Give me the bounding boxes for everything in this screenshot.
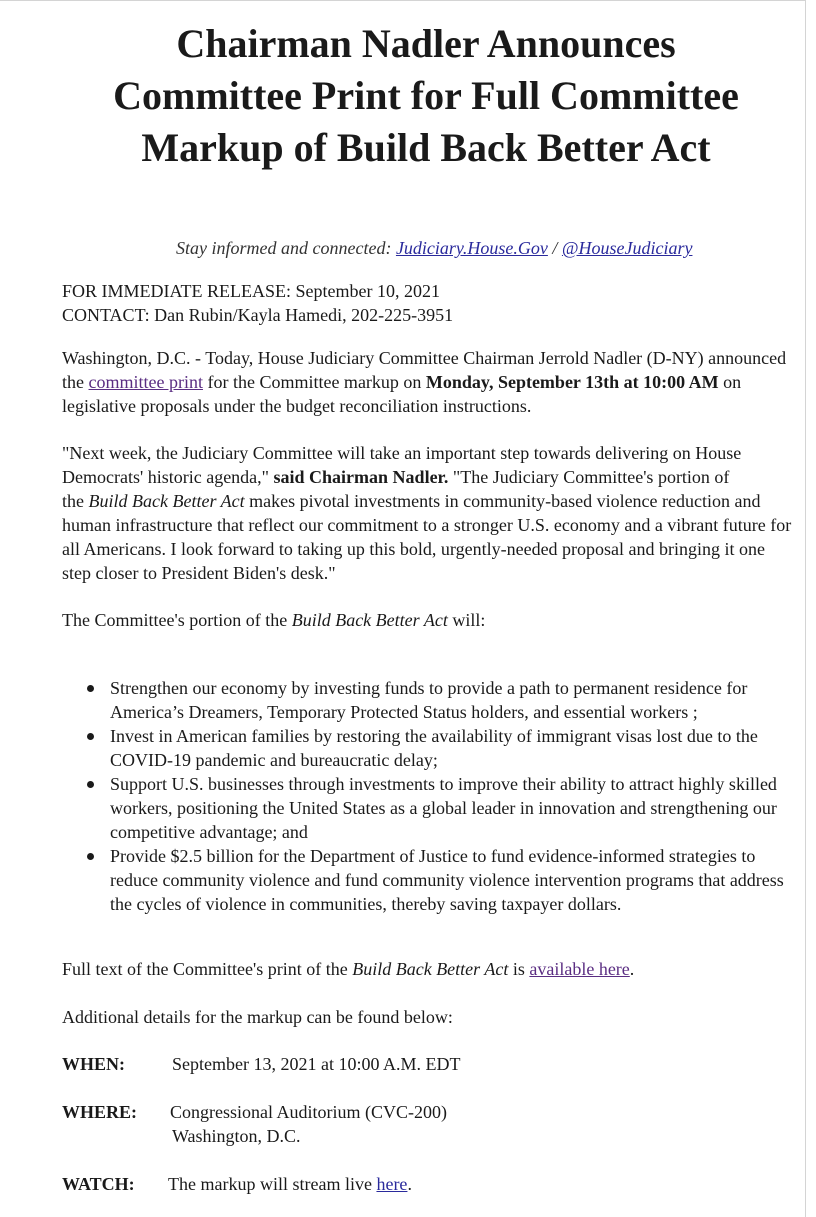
intro-line-3: legislative proposals under the budget reconciliation instructions. [62,396,532,416]
quote-line-3 [62,489,816,513]
release-info [62,279,816,327]
quote-line-4: human infrastructure that reflect our commitment to a stronger U.S. economy and a vibrant future for [62,515,792,535]
when-label: WHEN: [62,1054,125,1074]
portion-intro [62,608,816,632]
list-item-line: competitive advantage; and [110,822,308,842]
quote-text: "The Judiciary Committee's portion of [448,467,730,487]
title-line-2: Committee Print for Full Committee [113,73,739,118]
bullet-dot [87,733,94,740]
watch-label: WATCH: [62,1174,135,1194]
tagline-separator: / [547,238,562,258]
house-judiciary-twitter-link[interactable]: @HouseJudiciary [561,238,693,258]
fulltext-text: is [508,959,530,979]
list-item [62,772,816,844]
list-item-line: Strengthen our economy by investing funds to provide a path to permanent residence for [110,678,748,698]
intro-text: on [718,372,742,392]
title-line-3: Markup of Build Back Better Act [141,125,711,170]
quote-paragraph [62,441,816,585]
list-item-line: Invest in American families by restoring the availability of immigrant visas lost due to the [110,726,758,746]
portion-text: will: [447,610,486,630]
where-line-2: Washington, D.C. [172,1126,301,1146]
intro-paragraph [62,346,816,418]
judiciary-site-link[interactable]: Judiciary.House.Gov [395,238,548,258]
quote-line-2 [62,465,816,489]
quote-text: the [62,491,89,511]
list-item-line: workers, positioning the United States as a global leader in innovation and strengthening our [110,798,777,818]
watch-row [62,1172,135,1196]
bullet-dot [87,853,94,860]
bullet-dot [87,781,94,788]
fulltext-text: Full text of the Committee's print of the [62,959,353,979]
list-item-line: Provide $2.5 billion for the Department of Justice to fund evidence-informed strategies to [110,846,756,866]
quote-text: makes pivotal investments in community-based violence reduction and [244,491,761,511]
where-label: WHERE: [62,1102,138,1122]
quote-line-6: step closer to President Biden's desk." [62,563,336,583]
stream-here-link[interactable]: here [376,1174,408,1194]
title-line-1: Chairman Nadler Announces [176,21,676,66]
full-text-paragraph [62,957,816,981]
list-item [62,844,816,916]
intro-line-1: Washington, D.C. - Today, House Judiciary Committee Chairman Jerrold Nadler (D-NY) announced [62,348,787,368]
list-item-line: reduce community violence and fund community violence intervention programs that address [110,870,784,890]
where-value [170,1100,447,1148]
said-chairman-bold: said Chairman Nadler. [273,467,449,487]
watch-text: The markup will stream live [168,1174,377,1194]
list-item-line: the cycles of violence in communities, thereby saving taxpayer dollars. [110,894,622,914]
list-item-line: COVID-19 pandemic and bureaucratic delay; [110,750,438,770]
act-title-italic: Build Back Better Act [352,959,509,979]
provisions-list [62,676,816,916]
committee-print-link[interactable]: committee print [88,372,203,392]
stay-informed-tagline [176,236,692,260]
watch-text: . [407,1174,412,1194]
where-row [62,1100,137,1124]
release-date: FOR IMMEDIATE RELEASE: September 10, 2021 [62,281,440,301]
bullet-dot [87,685,94,692]
markup-date-bold: Monday, September 13th at 10:00 AM [425,372,719,392]
watch-value [168,1172,412,1196]
intro-text: the [62,372,89,392]
fulltext-text: . [629,959,635,979]
when-row [62,1052,125,1076]
page-title [40,18,812,174]
list-item-line: Support U.S. businesses through investments to improve their ability to attract highly skilled [110,774,777,794]
portion-text: The Committee's portion of the [62,610,292,630]
quote-line-1: "Next week, the Judiciary Committee will take an important step towards delivering on House [62,443,742,463]
intro-text: for the Committee markup on [202,372,426,392]
intro-line-2 [62,370,816,394]
contact-info: CONTACT: Dan Rubin/Kayla Hamedi, 202-225-3951 [62,305,454,325]
list-item-line: America’s Dreamers, Temporary Protected Status holders, and essential workers ; [110,702,698,722]
additional-details: Additional details for the markup can be found below: [62,1007,453,1027]
tagline-prefix: Stay informed and connected: [176,238,396,258]
list-item [62,724,816,772]
quote-text: Democrats' historic agenda," [62,467,274,487]
act-title-italic: Build Back Better Act [291,610,448,630]
available-here-link[interactable]: available here [529,959,630,979]
when-value: September 13, 2021 at 10:00 A.M. EDT [172,1054,461,1074]
where-line-1: Congressional Auditorium (CVC-200) [170,1102,447,1122]
act-title-italic: Build Back Better Act [88,491,245,511]
list-item [62,676,816,724]
quote-line-5: all Americans. I look forward to taking up this bold, urgently-needed proposal and bringing it one [62,539,766,559]
